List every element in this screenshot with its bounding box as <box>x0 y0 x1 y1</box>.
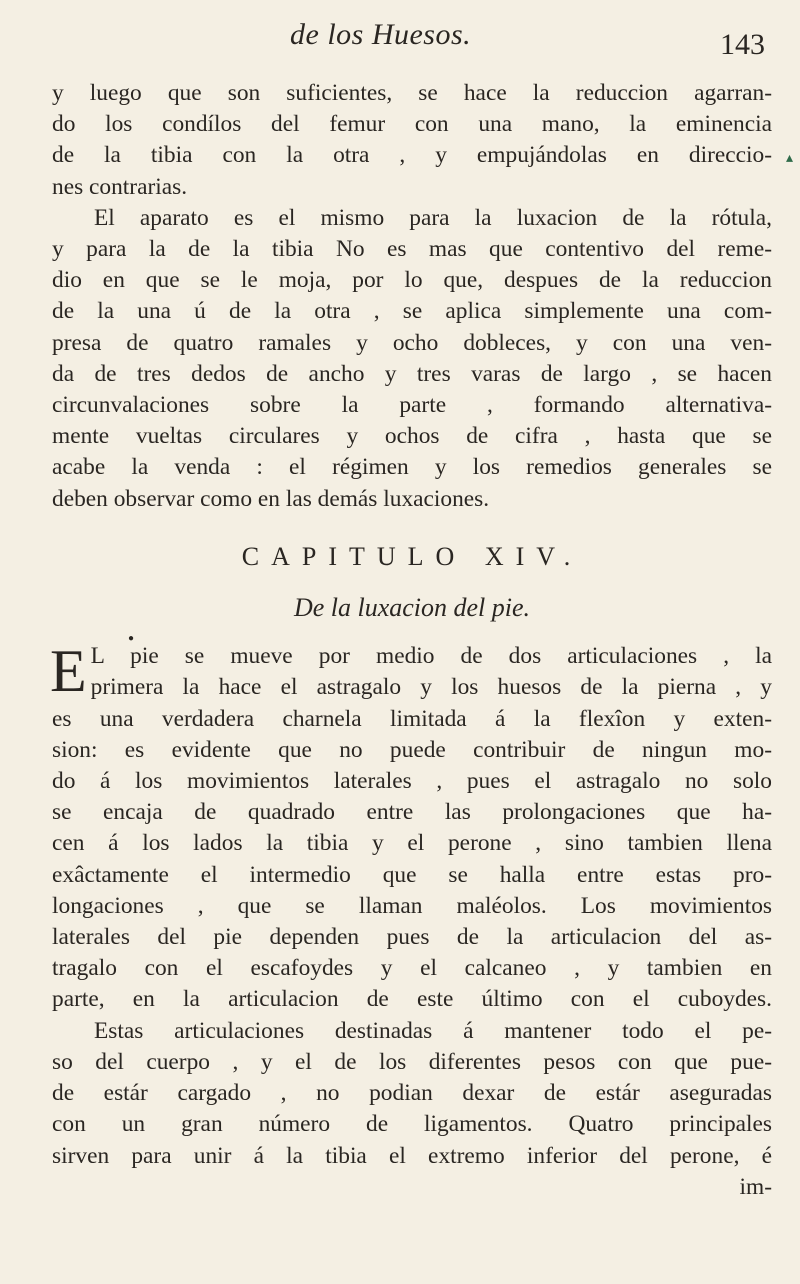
text-line: sion: es evidente que no puede contribuir de ningun mo- <box>52 736 772 763</box>
text-line: cen á los lados la tibia y el perone , sino tambien llena <box>52 830 772 857</box>
text-line: es una verdadera charnela limitada á la flexîon y exten- <box>52 705 772 732</box>
catchword: im- <box>739 1173 772 1200</box>
text-line: mente vueltas circulares y ochos de cifra , hasta que se <box>52 423 772 450</box>
text-line: Estas articulaciones destinadas á mantener todo el pe- <box>94 1017 772 1044</box>
text-line: sirven para unir á la tibia el extremo inferior del perone, é <box>52 1142 772 1169</box>
text-line: da de tres dedos de ancho y tres varas de largo , se hacen <box>52 360 772 387</box>
text-line: do los condílos del femur con una mano, la eminencia <box>52 111 772 138</box>
text-line: nes contrarias. <box>52 173 188 200</box>
paragraph-pie <box>50 633 772 1203</box>
text-line: dio en que se le moja, por lo que, despues de la reduccion <box>52 267 772 294</box>
text-line: longaciones , que se llaman maléolos. Los movimientos <box>52 892 772 919</box>
text-line: L pie se mueve por medio de dos articulaciones , la <box>90 643 772 670</box>
chapter-subtitle: De la luxacion del pie. <box>293 593 531 623</box>
text-line: con un gran número de ligamentos. Quatro principales <box>52 1111 772 1138</box>
text-line: exâctamente el intermedio que se halla entre estas pro- <box>52 861 772 888</box>
text-line: de la una ú de la otra , se aplica simplemente una com- <box>52 298 772 325</box>
text-line: presa de quatro ramales y ocho dobleces, y con una ven- <box>52 329 772 356</box>
running-title: de los Huesos. <box>290 18 472 51</box>
text-line: de estár cargado , no podian dexar de estár aseguradas <box>52 1080 772 1107</box>
body-text <box>52 78 772 1203</box>
text-line: y para la de la tibia No es mas que contentivo del reme- <box>52 236 772 263</box>
text-line: tragalo con el escafoydes y el calcaneo , y tambien en <box>52 955 772 982</box>
text-line: y luego que son suficientes, se hace la reduccion agarran- <box>52 80 772 106</box>
text-line: so del cuerpo , y el de los diferentes pesos con que pue- <box>52 1048 772 1075</box>
text-line: do á los movimientos laterales , pues el astragalo no solo <box>52 768 772 795</box>
text-line: circunvalaciones sobre la parte , formando alternativa- <box>52 392 772 419</box>
paragraph-aparato <box>52 203 772 515</box>
page-header <box>0 18 800 74</box>
drop-cap: E <box>50 638 87 705</box>
text-line: parte, en la articulacion de este último con el cuboydes. <box>52 986 772 1013</box>
chapter-title: CAPITULO XIV. <box>241 541 583 571</box>
text-line: se encaja de quadrado entre las prolongaciones que ha- <box>52 799 772 826</box>
page-number: 143 <box>720 28 765 61</box>
text-line: de la tibia con la otra , y empujándolas en direccio- <box>52 142 772 169</box>
paragraph-continuation <box>52 78 772 203</box>
margin-ink-mark: ▴ <box>786 151 794 166</box>
text-line: El aparato es el mismo para la luxacion de la rótula, <box>94 204 772 231</box>
text-line: laterales del pie dependen pues de la articulacion del as- <box>52 924 772 951</box>
bullet-mark: ● <box>128 633 135 645</box>
text-line: acabe la venda : el régimen y los remedios generales se <box>52 454 772 481</box>
text-line: primera la hace el astragalo y los huesos de la pierna , y <box>90 674 772 701</box>
text-line: deben observar como en las demás luxaciones. <box>52 485 490 512</box>
